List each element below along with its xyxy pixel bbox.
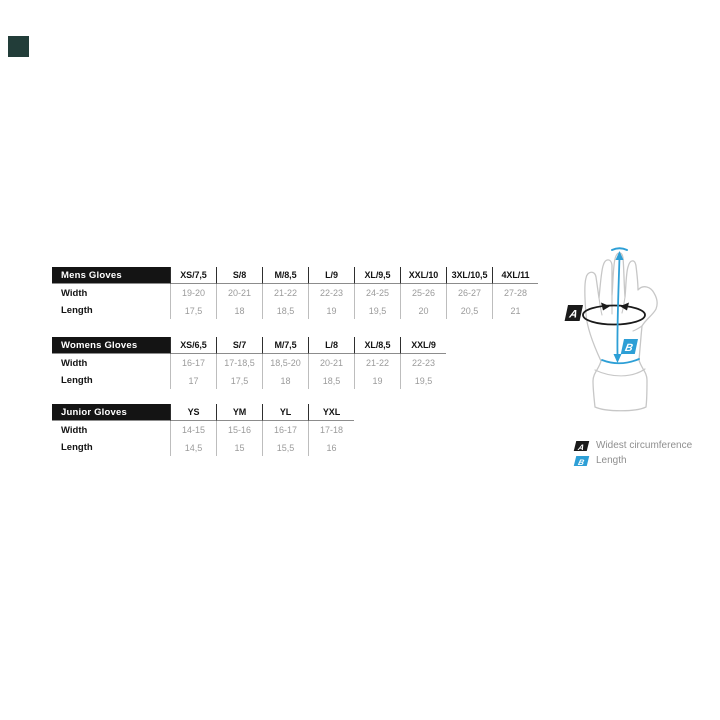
fingertip-cap-line — [612, 248, 627, 250]
svg-text:B: B — [623, 342, 634, 354]
row-label: Length — [61, 375, 93, 386]
size-header-cell: S/8 — [216, 267, 262, 284]
size-value-cell: 20,5 — [446, 302, 492, 319]
size-value-cell: 18,5 — [262, 302, 308, 319]
size-value-cell: 21-22 — [354, 354, 400, 372]
size-header-cell: YXL — [308, 404, 354, 421]
size-value-cell: 15-16 — [216, 421, 262, 439]
size-value-cell: 18,5 — [308, 372, 354, 389]
size-header-cell: XS/6,5 — [170, 337, 216, 354]
table-title: Womens Gloves — [52, 337, 170, 354]
size-header-cell: XS/7,5 — [170, 267, 216, 284]
row-label: Length — [61, 305, 93, 316]
size-value-cell: 21 — [492, 302, 538, 319]
legend-b-label: Length — [596, 455, 627, 466]
size-value-cell: 19-20 — [170, 284, 216, 302]
glove-outline — [585, 253, 657, 411]
size-table-2 — [52, 404, 354, 456]
size-value-cell: 17 — [170, 372, 216, 389]
glove-illustration — [560, 240, 682, 426]
size-value-cell: 15,5 — [262, 439, 308, 456]
size-value-cell: 25-26 — [400, 284, 446, 302]
size-value-cell: 16-17 — [262, 421, 308, 439]
size-value-cell: 14,5 — [170, 439, 216, 456]
legend-a-badge — [574, 441, 589, 451]
size-header-cell: M/8,5 — [262, 267, 308, 284]
size-header-cell: M/7,5 — [262, 337, 308, 354]
row-label: Width — [61, 357, 88, 369]
row-label: Width — [61, 287, 88, 299]
size-header-cell: XL/9,5 — [354, 267, 400, 284]
size-value-cell: 14-15 — [170, 421, 216, 439]
size-value-cell: 27-28 — [492, 284, 538, 302]
measurement-legend — [575, 440, 692, 470]
size-value-cell: 17-18,5 — [216, 354, 262, 372]
size-value-cell: 15 — [216, 439, 262, 456]
size-value-cell: 17-18 — [308, 421, 354, 439]
size-value-cell: 19 — [308, 302, 354, 319]
size-value-cell: 19,5 — [354, 302, 400, 319]
size-header-cell: XXL/10 — [400, 267, 446, 284]
row-label: Length — [61, 442, 93, 453]
size-value-cell: 17,5 — [216, 372, 262, 389]
legend-a-label: Widest circumference — [596, 440, 693, 451]
legend-item-length — [575, 455, 692, 466]
size-value-cell: 16 — [308, 439, 354, 456]
hand-measurement-diagram — [560, 240, 682, 426]
legend-b-badge — [574, 456, 589, 466]
size-header-cell: 3XL/10,5 — [446, 267, 492, 284]
size-header-cell: YS — [170, 404, 216, 421]
size-value-cell: 18 — [262, 372, 308, 389]
size-table-1 — [52, 337, 446, 389]
size-value-cell: 26-27 — [446, 284, 492, 302]
size-header-cell: YM — [216, 404, 262, 421]
size-value-cell: 20-21 — [308, 354, 354, 372]
legend-b-letter: B — [577, 457, 586, 467]
size-value-cell: 22-23 — [400, 354, 446, 372]
size-value-cell: 16-17 — [170, 354, 216, 372]
size-header-cell: 4XL/11 — [492, 267, 538, 284]
size-header-cell: L/9 — [308, 267, 354, 284]
size-value-cell: 19,5 — [400, 372, 446, 389]
size-table-0 — [52, 267, 538, 319]
size-value-cell: 19 — [354, 372, 400, 389]
measure-a-badge — [565, 305, 583, 321]
size-header-cell: L/8 — [308, 337, 354, 354]
product-color-swatch[interactable] — [8, 36, 29, 57]
size-value-cell: 20 — [400, 302, 446, 319]
legend-a-letter: A — [577, 442, 586, 452]
legend-item-widest-circumference — [575, 440, 692, 451]
size-value-cell: 22-23 — [308, 284, 354, 302]
size-header-cell: S/7 — [216, 337, 262, 354]
size-header-cell: XXL/9 — [400, 337, 446, 354]
size-value-cell: 18 — [216, 302, 262, 319]
size-value-cell: 21-22 — [262, 284, 308, 302]
row-label: Width — [61, 424, 88, 436]
size-value-cell: 24-25 — [354, 284, 400, 302]
size-header-cell: XL/8,5 — [354, 337, 400, 354]
size-header-cell: YL — [262, 404, 308, 421]
table-title: Junior Gloves — [52, 404, 170, 421]
size-value-cell: 20-21 — [216, 284, 262, 302]
size-value-cell: 18,5-20 — [262, 354, 308, 372]
size-value-cell: 17,5 — [170, 302, 216, 319]
table-title: Mens Gloves — [52, 267, 170, 284]
svg-text:A: A — [568, 308, 579, 321]
